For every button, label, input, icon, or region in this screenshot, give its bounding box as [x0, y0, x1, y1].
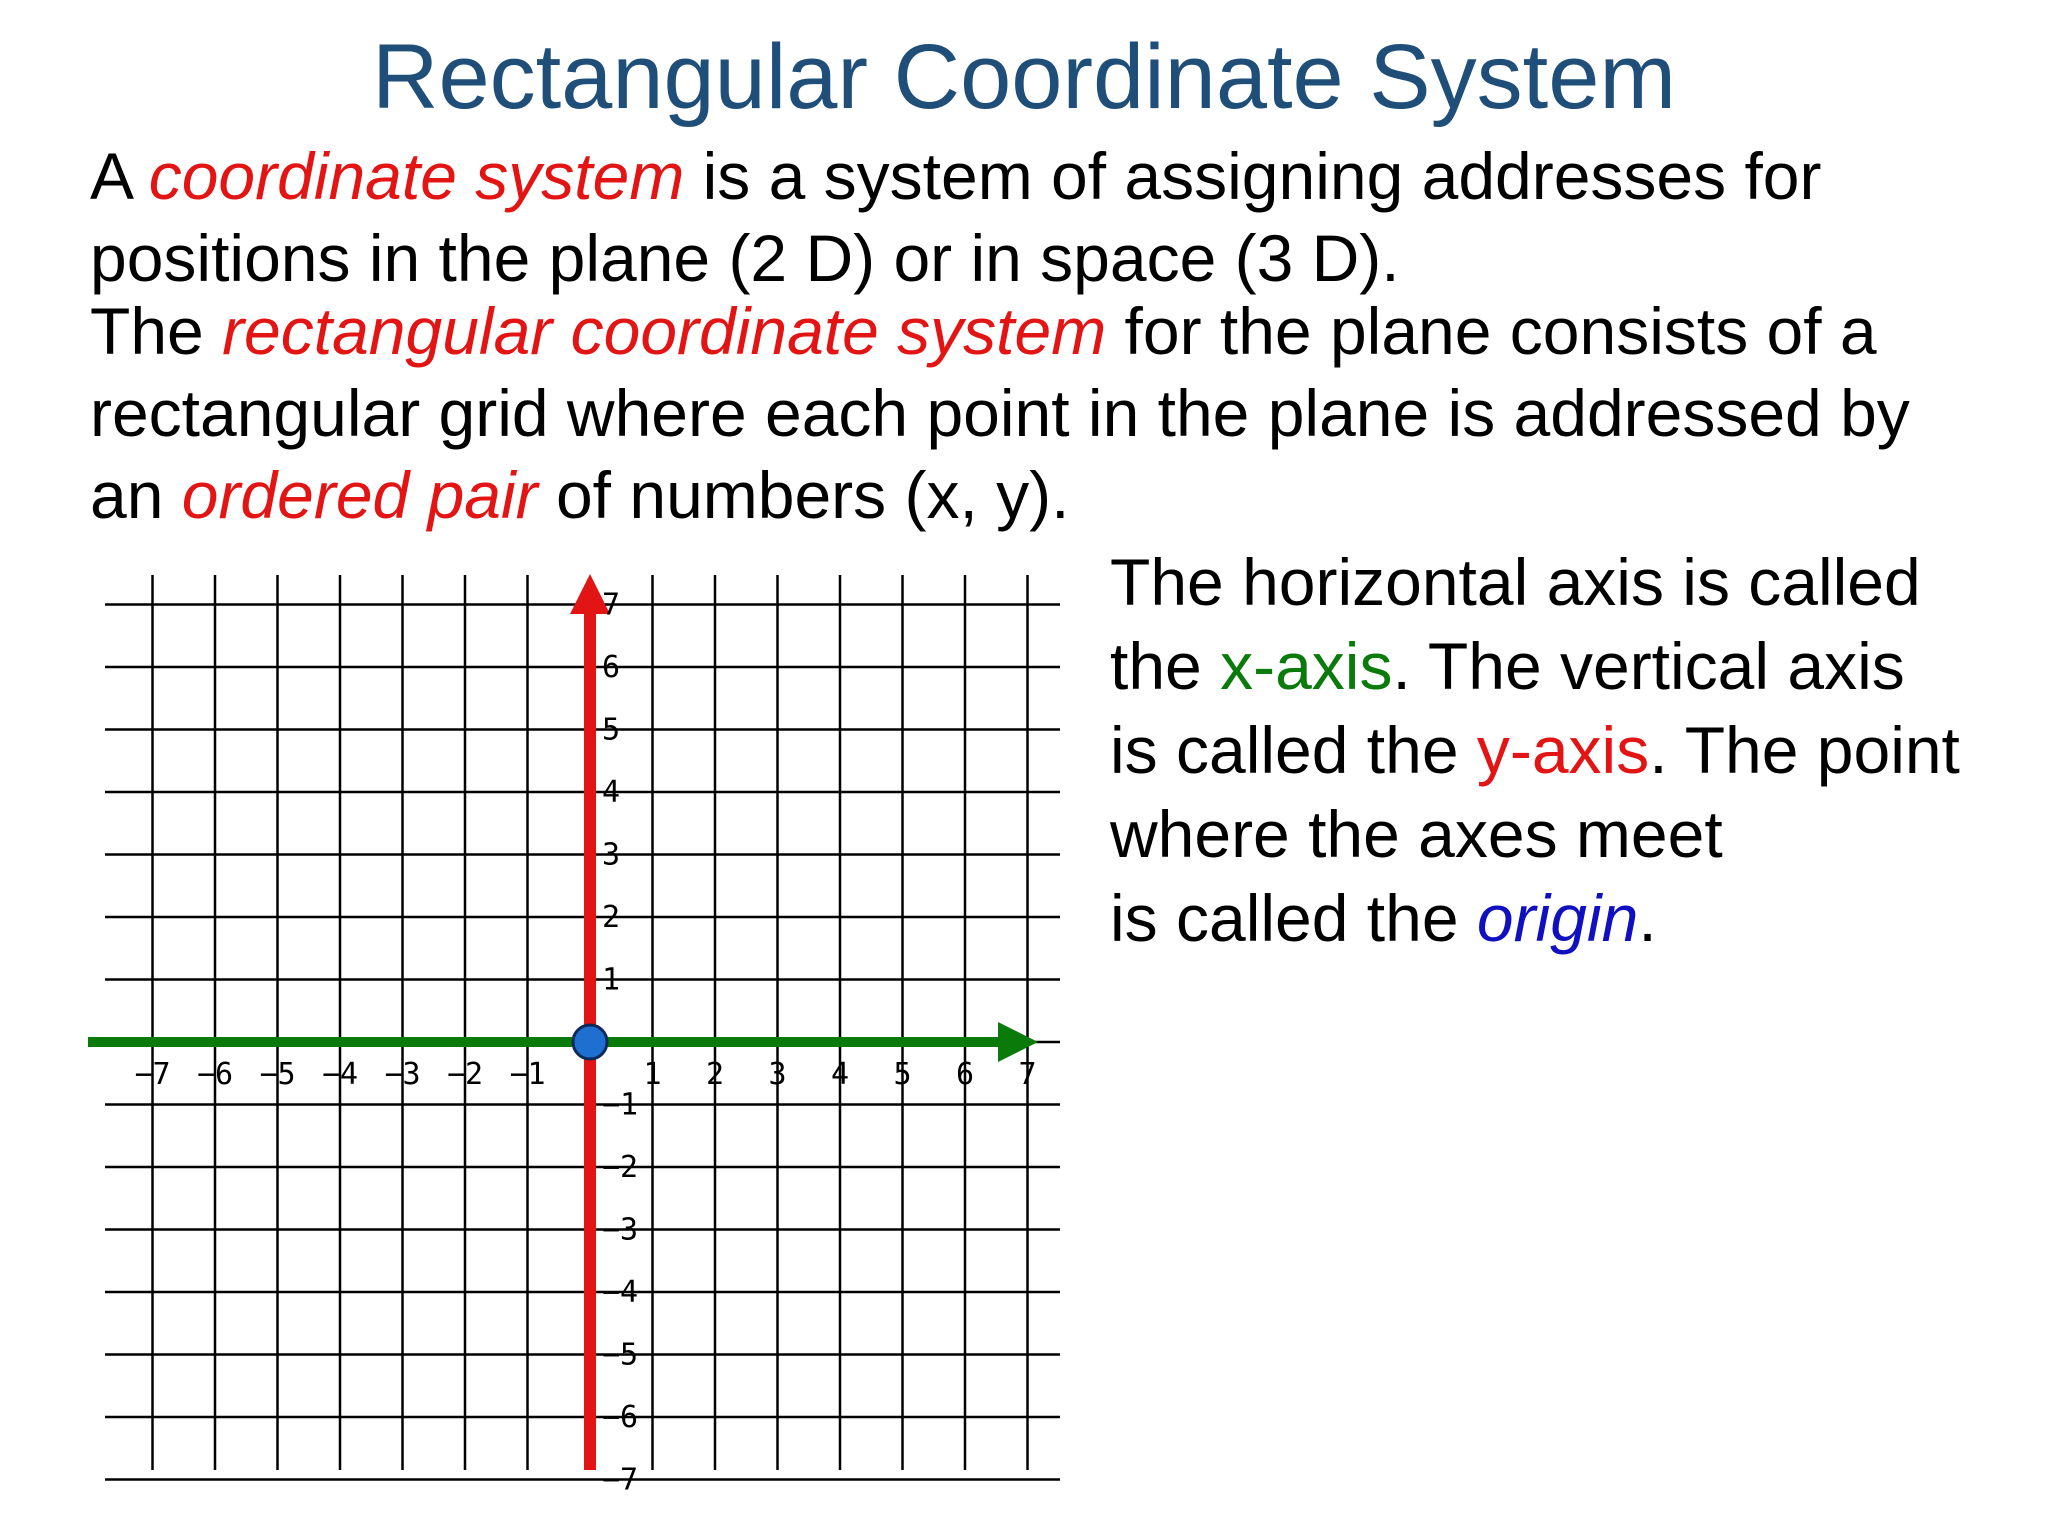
- x-tick-label: 7: [1018, 1057, 1037, 1092]
- rect-line-2: rectangular grid where each point in the plane is addressed by: [90, 376, 1910, 450]
- x-tick-label: −4: [321, 1057, 359, 1092]
- y-tick-label: 5: [602, 712, 621, 748]
- text: is a system of assigning addresses for: [684, 139, 1822, 213]
- text: for the plane consists of a: [1106, 294, 1877, 368]
- x-tick-label: −3: [384, 1057, 421, 1092]
- y-tick-label: 3: [602, 837, 621, 873]
- text: .: [1638, 881, 1657, 955]
- y-tick-label: −2: [602, 1150, 639, 1185]
- side-line-4: where the axes meet: [1110, 797, 1723, 871]
- x-tick-label: 5: [893, 1057, 912, 1092]
- side-line-1: The horizontal axis is called: [1110, 545, 1921, 619]
- y-tick-label: −1: [602, 1087, 639, 1123]
- text: of numbers (x, y).: [537, 458, 1070, 532]
- y-tick-label: 6: [602, 650, 621, 685]
- text: . The point: [1649, 713, 1960, 787]
- text: . The vertical axis: [1392, 629, 1905, 703]
- origin-point: [573, 1025, 607, 1059]
- x-axis-arrow-icon: [998, 1022, 1038, 1062]
- x-tick-label: −5: [259, 1057, 296, 1092]
- text: an: [90, 458, 182, 532]
- term-y-axis: y-axis: [1476, 713, 1650, 787]
- term-coordinate-system: coordinate system: [148, 139, 685, 213]
- term-x-axis: x-axis: [1220, 629, 1393, 703]
- text: The: [90, 294, 223, 368]
- y-tick-label: 4: [602, 775, 621, 810]
- term-origin: origin: [1476, 881, 1639, 955]
- x-tick-label: −7: [134, 1057, 171, 1092]
- x-tick-label: 2: [705, 1057, 725, 1092]
- x-tick-label: −6: [196, 1057, 234, 1092]
- text: is called the: [1110, 881, 1477, 955]
- x-tick-label: −1: [509, 1057, 546, 1092]
- definition-line-2: positions in the plane (2 D) or in space (3 D).: [90, 221, 1400, 295]
- page-title: Rectangular Coordinate System: [372, 26, 1676, 128]
- y-tick-label: −3: [602, 1212, 639, 1248]
- y-tick-label: −5: [602, 1337, 639, 1373]
- x-tick-label: −2: [446, 1057, 484, 1092]
- y-tick-label: 7: [602, 587, 621, 623]
- y-tick-label: −6: [602, 1400, 639, 1435]
- term-rectangular-coordinate-system: rectangular coordinate system: [222, 294, 1107, 368]
- y-tick-label: 2: [602, 900, 621, 935]
- y-tick-label: 1: [602, 962, 621, 998]
- text: the: [1110, 629, 1221, 703]
- y-tick-label: −7: [602, 1462, 639, 1498]
- x-tick-label: 4: [830, 1057, 850, 1092]
- x-tick-label: 6: [955, 1057, 975, 1092]
- x-tick-label: 1: [643, 1057, 662, 1092]
- y-tick-label: −4: [602, 1275, 639, 1310]
- text: is called the: [1110, 713, 1477, 787]
- term-ordered-pair: ordered pair: [181, 458, 538, 532]
- text: A: [90, 139, 149, 213]
- x-tick-label: 3: [768, 1057, 787, 1092]
